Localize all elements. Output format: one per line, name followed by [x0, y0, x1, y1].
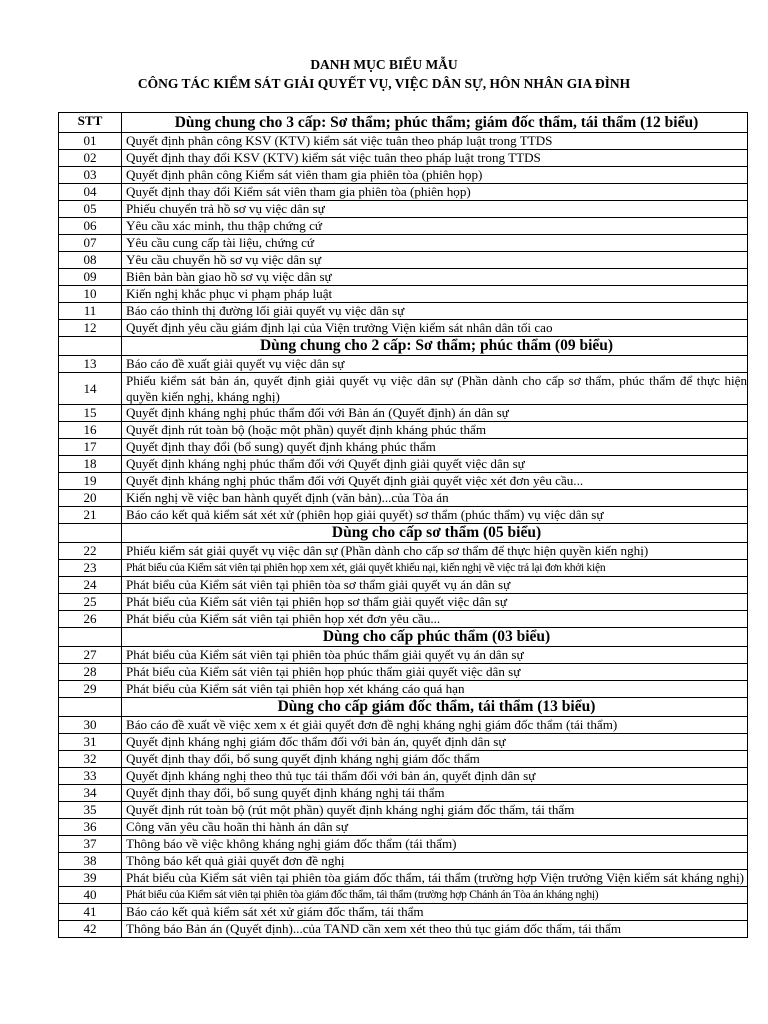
- form-name: Quyết định rút toàn bộ (hoặc một phần) quyết định kháng phúc thẩm: [122, 422, 748, 439]
- row-number: 27: [59, 647, 122, 664]
- form-name: Yêu cầu xác minh, thu thập chứng cứ: [122, 218, 748, 235]
- form-name: Phát biểu của Kiểm sát viên tại phiên tòa giám đốc thẩm, tái thẩm (trường hợp Viện trưởng Viện kiểm sát kháng nghị): [122, 870, 748, 887]
- table-row: [59, 921, 748, 938]
- row-number: 16: [59, 422, 122, 439]
- table-row: [59, 836, 748, 853]
- form-name: Công văn yêu cầu hoãn thi hành án dân sự: [122, 819, 748, 836]
- row-number: 17: [59, 439, 122, 456]
- form-name: Quyết định rút toàn bộ (rút một phần) quyết định kháng nghị giám đốc thẩm, tái thẩm: [122, 802, 748, 819]
- form-name: Quyết định phân công KSV (KTV) kiểm sát việc tuân theo pháp luật trong TTDS: [122, 133, 748, 150]
- form-name: Quyết định kháng nghị giám đốc thẩm đối với bản án, quyết định dân sự: [122, 734, 748, 751]
- table-row: [59, 887, 748, 904]
- form-name: Phát biểu của Kiểm sát viên tại phiên tòa sơ thẩm giải quyết vụ án dân sự: [122, 577, 748, 594]
- form-name: Yêu cầu chuyển hồ sơ vụ việc dân sự: [122, 252, 748, 269]
- table-row: [59, 664, 748, 681]
- row-number: 36: [59, 819, 122, 836]
- form-name: Quyết định thay đổi Kiểm sát viên tham gia phiên tòa (phiên họp): [122, 184, 748, 201]
- form-name: Phát biểu của Kiểm sát viên tại phiên họp xem xét, giải quyết khiếu nại, kiến nghị về việc trả lại đơn khởi kiện: [122, 560, 748, 577]
- form-name: Phiếu chuyển trả hồ sơ vụ việc dân sự: [122, 201, 748, 218]
- row-number: 31: [59, 734, 122, 751]
- section-heading: Dùng cho cấp giám đốc thẩm, tái thẩm (13 biểu): [122, 698, 748, 717]
- form-name: Thông báo kết quả giải quyết đơn đề nghị: [122, 853, 748, 870]
- form-name: Quyết định yêu cầu giám định lại của Viện trưởng Viện kiểm sát nhân dân tối cao: [122, 320, 748, 337]
- row-number: 02: [59, 150, 122, 167]
- form-name: Báo cáo thỉnh thị đường lối giải quyết vụ việc dân sự: [122, 303, 748, 320]
- form-name: Yêu cầu cung cấp tài liệu, chứng cứ: [122, 235, 748, 252]
- form-name: Báo cáo kết quả kiểm sát xét xử giám đốc thẩm, tái thẩm: [122, 904, 748, 921]
- table-row: [59, 320, 748, 337]
- form-name: Phát biểu của Kiểm sát viên tại phiên họp xét kháng cáo quá hạn: [122, 681, 748, 698]
- section-heading-number-cell: [59, 337, 122, 356]
- form-name: Thông báo Bản án (Quyết định)...của TAND cần xem xét theo thủ tục giám đốc thẩm, tái thẩm: [122, 921, 748, 938]
- form-name: Quyết định kháng nghị phúc thẩm đối với Quyết định giải quyết việc dân sự: [122, 456, 748, 473]
- table-row: [59, 439, 748, 456]
- table-row: [59, 681, 748, 698]
- row-number: 04: [59, 184, 122, 201]
- table-row: [59, 785, 748, 802]
- form-name: Quyết định thay đổi KSV (KTV) kiểm sát việc tuân theo pháp luật trong TTDS: [122, 150, 748, 167]
- row-number: 30: [59, 717, 122, 734]
- table-row: [59, 904, 748, 921]
- form-name: Thông báo về việc không kháng nghị giám đốc thẩm (tái thẩm): [122, 836, 748, 853]
- row-number: 21: [59, 507, 122, 524]
- section-heading: Dùng cho cấp phúc thẩm (03 biểu): [122, 628, 748, 647]
- table-row: [59, 456, 748, 473]
- row-number: 14: [59, 373, 122, 405]
- row-number: 38: [59, 853, 122, 870]
- forms-table: [58, 112, 748, 938]
- form-name: Phát biểu của Kiểm sát viên tại phiên họp sơ thẩm giải quyết việc dân sự: [122, 594, 748, 611]
- row-number: 13: [59, 356, 122, 373]
- section-heading-row: [59, 524, 748, 543]
- table-row: [59, 751, 748, 768]
- form-name: Kiến nghị về việc ban hành quyết định (văn bản)...của Tòa án: [122, 490, 748, 507]
- table-row: [59, 184, 748, 201]
- table-row: [59, 577, 748, 594]
- table-row: [59, 543, 748, 560]
- table-row: [59, 303, 748, 320]
- row-number: 22: [59, 543, 122, 560]
- table-row: [59, 133, 748, 150]
- section-heading: Dùng cho cấp sơ thẩm (05 biểu): [122, 524, 748, 543]
- section-heading: Dùng chung cho 3 cấp: Sơ thẩm; phúc thẩm; giám đốc thẩm, tái thẩm (12 biểu): [122, 113, 748, 133]
- form-name: Quyết định kháng nghị phúc thẩm đối với Bản án (Quyết định) án dân sự: [122, 405, 748, 422]
- row-number: 15: [59, 405, 122, 422]
- row-number: 33: [59, 768, 122, 785]
- row-number: 40: [59, 887, 122, 904]
- row-number: 41: [59, 904, 122, 921]
- row-number: 03: [59, 167, 122, 184]
- section-heading-row: [59, 337, 748, 356]
- table-row: [59, 218, 748, 235]
- form-name: Phát biểu của Kiểm sát viên tại phiên tòa phúc thẩm giải quyết vụ án dân sự: [122, 647, 748, 664]
- form-name: Phiếu kiểm sát giải quyết vụ việc dân sự (Phần dành cho cấp sơ thẩm để thực hiện quyền kiến nghị): [122, 543, 748, 560]
- row-number: 11: [59, 303, 122, 320]
- row-number: 09: [59, 269, 122, 286]
- row-number: 18: [59, 456, 122, 473]
- form-name: Phát biểu của Kiểm sát viên tại phiên họp xét đơn yêu cầu...: [122, 611, 748, 628]
- table-row: [59, 647, 748, 664]
- row-number: 29: [59, 681, 122, 698]
- row-number: 32: [59, 751, 122, 768]
- form-name: Quyết định kháng nghị theo thủ tục tái thẩm đối với bản án, quyết định dân sự: [122, 768, 748, 785]
- row-number: 42: [59, 921, 122, 938]
- form-name: Báo cáo đề xuất giải quyết vụ việc dân sự: [122, 356, 748, 373]
- table-row: [59, 611, 748, 628]
- row-number: 25: [59, 594, 122, 611]
- table-row: [59, 870, 748, 887]
- document-titles: [0, 55, 768, 93]
- section-heading-row: [59, 698, 748, 717]
- form-name: Quyết định thay đổi, bổ sung quyết định kháng nghị giám đốc thẩm: [122, 751, 748, 768]
- section-heading-number-cell: [59, 698, 122, 717]
- table-row: [59, 594, 748, 611]
- form-name: Biên bản bàn giao hồ sơ vụ việc dân sự: [122, 269, 748, 286]
- section-heading-number-cell: [59, 524, 122, 543]
- row-number: 39: [59, 870, 122, 887]
- row-number: 08: [59, 252, 122, 269]
- document-title: DANH MỤC BIỂU MẪU: [310, 57, 458, 72]
- table-row: [59, 235, 748, 252]
- section-heading: Dùng chung cho 2 cấp: Sơ thẩm; phúc thẩm (09 biểu): [122, 337, 748, 356]
- form-name: Quyết định phân công Kiểm sát viên tham gia phiên tòa (phiên họp): [122, 167, 748, 184]
- stt-header: STT: [59, 113, 122, 133]
- row-number: 26: [59, 611, 122, 628]
- row-number: 20: [59, 490, 122, 507]
- form-name: Phiếu kiểm sát bản án, quyết định giải quyết vụ việc dân sự (Phần dành cho cấp sơ thẩm, phúc thẩm để thực hiện quyền kiến nghị, kháng nghị): [122, 373, 748, 405]
- row-number: 06: [59, 218, 122, 235]
- table-row: [59, 560, 748, 577]
- row-number: 35: [59, 802, 122, 819]
- table-row: [59, 252, 748, 269]
- form-name: Kiến nghị khắc phục vi phạm pháp luật: [122, 286, 748, 303]
- table-row: [59, 734, 748, 751]
- table-row: [59, 405, 748, 422]
- table-row: [59, 269, 748, 286]
- section-heading-number-cell: [59, 628, 122, 647]
- table-row: [59, 473, 748, 490]
- section-heading-row: [59, 628, 748, 647]
- row-number: 01: [59, 133, 122, 150]
- form-name: Phát biểu của Kiểm sát viên tại phiên tòa giám đốc thẩm, tái thẩm (trường hợp Chánh án Tòa án kháng nghị): [122, 887, 748, 904]
- row-number: 19: [59, 473, 122, 490]
- row-number: 28: [59, 664, 122, 681]
- form-name: Quyết định kháng nghị phúc thẩm đối với Quyết định giải quyết việc xét đơn yêu cầu...: [122, 473, 748, 490]
- row-number: 23: [59, 560, 122, 577]
- row-number: 34: [59, 785, 122, 802]
- table-row: [59, 201, 748, 218]
- row-number: 24: [59, 577, 122, 594]
- form-name: Phát biểu của Kiểm sát viên tại phiên họp phúc thẩm giải quyết việc dân sự: [122, 664, 748, 681]
- table-row: [59, 286, 748, 303]
- forms-table-body: [59, 113, 748, 938]
- row-number: 37: [59, 836, 122, 853]
- form-name: Báo cáo đề xuất về việc xem x ét giải quyết đơn đề nghị kháng nghị giám đốc thẩm (tái thẩm): [122, 717, 748, 734]
- table-row: [59, 373, 748, 405]
- table-row: [59, 717, 748, 734]
- row-number: 10: [59, 286, 122, 303]
- table-row: [59, 507, 748, 524]
- form-name: Quyết định thay đổi, bổ sung quyết định kháng nghị tái thẩm: [122, 785, 748, 802]
- row-number: 07: [59, 235, 122, 252]
- form-name: Báo cáo kết quả kiểm sát xét xử (phiên họp giải quyết) sơ thẩm (phúc thẩm) vụ việc dân sự: [122, 507, 748, 524]
- table-row: [59, 853, 748, 870]
- document-subtitle: CÔNG TÁC KIỂM SÁT GIẢI QUYẾT VỤ, VIỆC DÂN SỰ, HÔN NHÂN GIA ĐÌNH: [137, 76, 631, 91]
- table-row: [59, 150, 748, 167]
- table-row: [59, 422, 748, 439]
- table-row: [59, 768, 748, 785]
- table-row: [59, 490, 748, 507]
- table-row: [59, 356, 748, 373]
- row-number: 05: [59, 201, 122, 218]
- table-row: [59, 167, 748, 184]
- form-name: Quyết định thay đổi (bổ sung) quyết định kháng phúc thẩm: [122, 439, 748, 456]
- row-number: 12: [59, 320, 122, 337]
- table-row: [59, 819, 748, 836]
- table-header-row: [59, 113, 748, 133]
- table-row: [59, 802, 748, 819]
